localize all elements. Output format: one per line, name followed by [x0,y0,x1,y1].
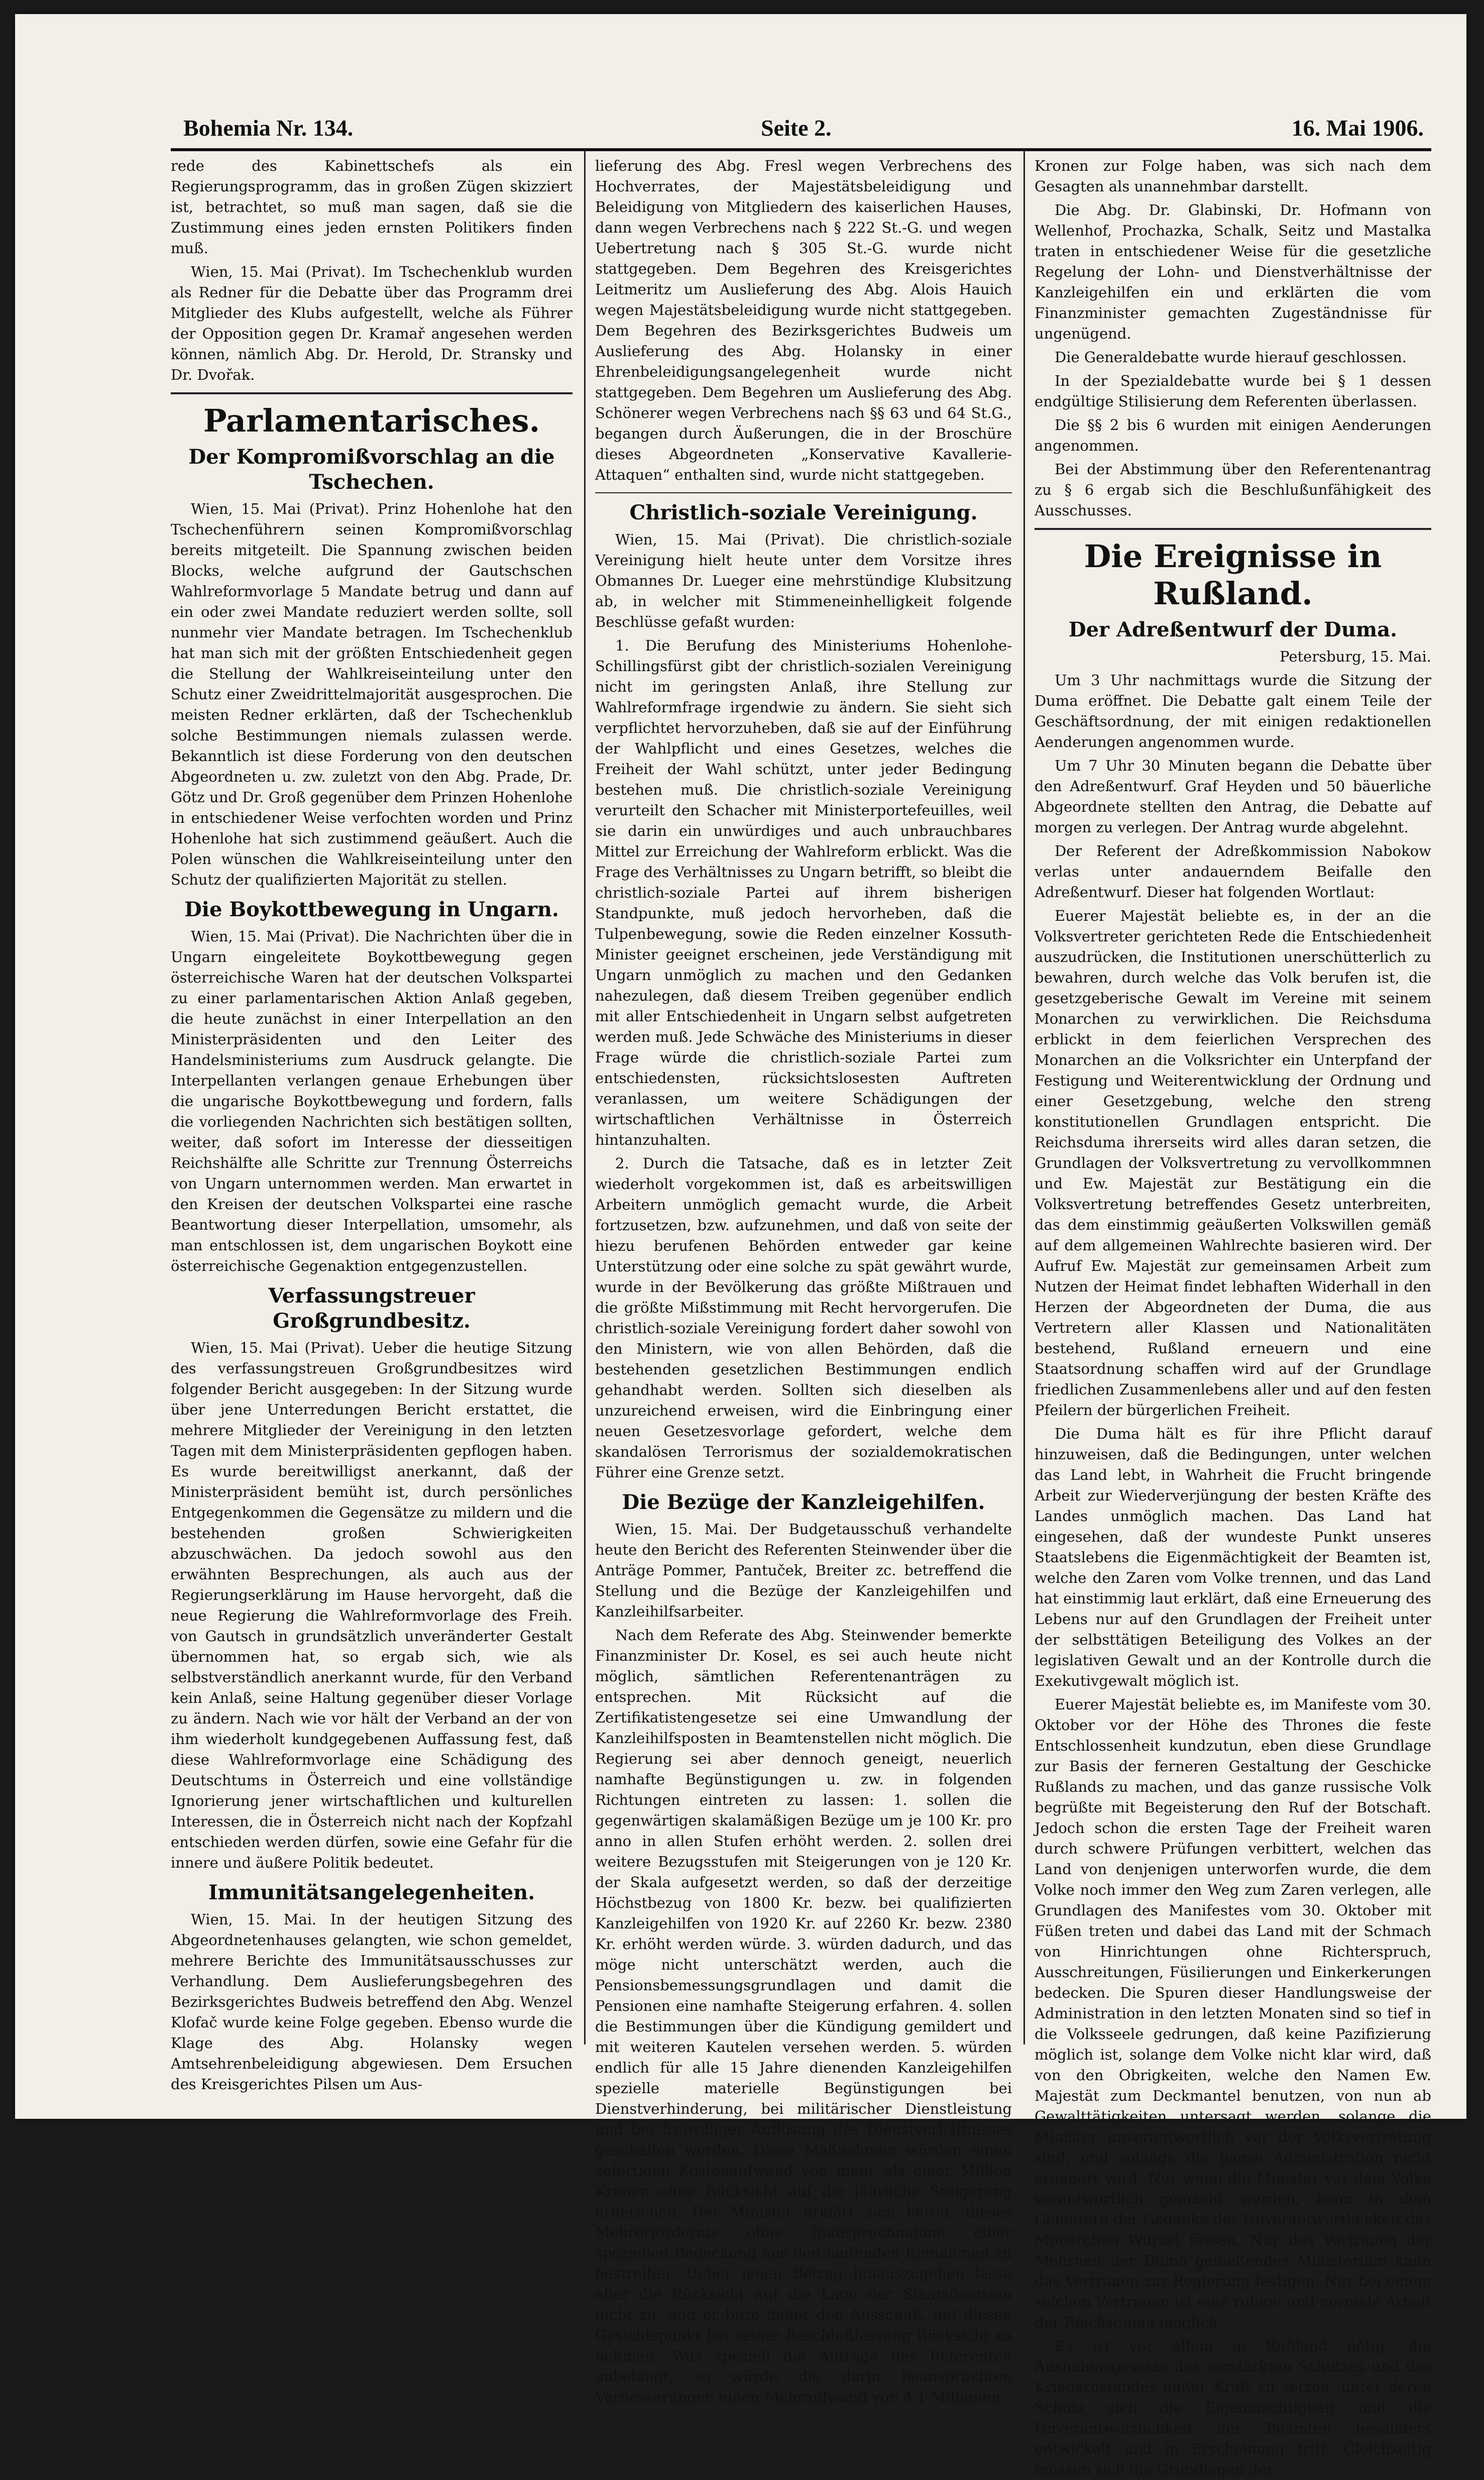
paragraph: Bei der Abstimmung über den Referentenantrag zu § 6 ergab sich die Beschlußunfähigkeit des Ausschusses. [1035,461,1431,519]
paragraph: Die Generaldebatte wurde hierauf geschlossen. [1055,349,1407,366]
paragraph: Wien, 15. Mai (Privat). Im Tschechenklub wurden als Redner für die Debatte über das Programm drei Mitglieder des Klubs aufgestellt, welche als Führer der Opposition gegen Dr. Kramař angesehen werden können, nämlich Abg. Dr. Herold, Dr. Stransky und Dr. Dvořak. [171,263,573,383]
paragraph: Der Referent der Adreßkommission Nabokow verlas unter andauerndem Beifalle den Adreßentwurf. Dieser hat folgenden Wortlaut: [1035,842,1431,901]
article-heading: Immunitätsangelegenheiten. [208,1881,535,1904]
section-heading-russland: Die Ereignisse in Rußland. [1084,538,1382,612]
paragraph: Wien, 15. Mai (Privat). Die christlich-soziale Vereinigung hielt heute unter dem Vorsitze ihres Obmannes Dr. Lueger eine mehrstündige Klubsitzung ab, in welcher mit Stimmeneinhelligkeit folgende Beschlüsse gefaßt wurden: [595,531,1012,630]
paragraph: Wien, 15. Mai. In der heutigen Sitzung des Abgeordnetenhauses gelangten, wie schon gemeldet, mehrere Berichte des Immunitätsausschusses zur Verhandlung. Dem Auslieferungsbegehren des Bezirksgerichtes Budweis betreffend den Abg. Wenzel Klofač wurde keine Folge gegeben. Ebenso wurde die Klage des Abg. Holansky wegen Amtsehrenbeleidigung abgewiesen. Dem Ersuchen des Kreisgerichtes Pilsen um Aus- [171,1911,573,2093]
paragraph: lieferung des Abg. Fresl wegen Verbrechens des Hochverrates, der Majestätsbeleidigung und Beleidigung von Mitgliedern des kaiserlichen Hauses, dann wegen Verbrechens nach § 222 St.-G. und wegen Uebertretung nach § 305 St.-G. wurde nicht stattgegeben. Dem Begehren des Kreisgerichtes Leitmeritz um Auslieferung des Abg. Alois Hauich wegen Majestätsbeleidigung wurde nicht stattgegeben. Dem Begehren des Bezirksgerichtes Budweis um Auslieferung des Abg. Holansky in einer Ehrenbeleidigungsangelegenheit wurde nicht stattgegeben. Dem Begehren um Auslieferung des Abg. Schönerer wegen Verbrechens nach §§ 63 und 64 St.G., begangen durch Äußerungen, die in der Broschüre dieses Abgeordneten „Konservative Kavallerie-Attaquen“ enthalten sind, wurde nicht stattgegeben. [595,157,1012,483]
article-heading: Die Bezüge der Kanzleigehilfen. [622,1490,985,1514]
section-divider [171,392,573,394]
page-header [183,115,1424,150]
paragraph: Wien, 15. Mai (Privat). Die Nachrichten über die in Ungarn eingeleitete Boykottbewegung gegen österreichische Waren hat der deutschen Volkspartei zu einer parlamentarischen Aktion Anlaß gegeben, die heute zunächst in einer Interpellation an den Ministerpräsidenten und den Leiter des Handelsministeriums zum Ausdruck gelangte. Die Interpellanten verlangen genaue Erhebungen über die ungarische Boykottbewegung und fordern, falls die vorliegenden Nachrichten sich bestätigen sollten, weiter, daß sofort im Interesse der diesseitigen Reichshälfte alle Schritte zur Trennung Österreichs von Ungarn unternommen werden. Man erwartet in den Kreisen der deutschen Volkspartei eine rasche Beantwortung dieser Interpellation, umsomehr, als man entschlossen ist, dem ungarischen Boykott eine österreichische Gegenaktion entgegenzustellen. [171,928,573,1274]
section-heading-parlamentarisches: Parlamentarisches. [203,402,540,439]
issue-date: 16. Mai 1906. [1291,115,1424,141]
paragraph: 2. Durch die Tatsache, daß es in letzter Zeit wiederholt vorgekommen ist, daß es arbeitswilligen Arbeitern unmöglich gemacht wurde, die Arbeit fortzusetzen, bzw. aufzunehmen, und daß von seite der hiezu berufenen Behörden entweder gar keine Unterstützung oder eine solche zu spät gewährt wurde, wurde in der Bevölkerung das größte Mißtrauen und die größte Mißstimmung mit Recht hervorgerufen. Die christlich-soziale Vereinigung fordert daher sowohl von den Ministern, wie von allen Behörden, daß die bestehenden gesetzlichen Bestimmungen endlich gehandhabt werden. Sollten sich dieselben als unzureichend erweisen, wird die Einbringung einer neuen Gesetzesvorlage gefordert, welche dem skandalösen Terrorismus der sozialdemokratischen Führer eine Grenze setzt. [595,1155,1012,1481]
paragraph: Wien, 15. Mai (Privat). Prinz Hohenlohe hat den Tschechenführern seinen Kompromißvorschlag bereits mitgeteilt. Die Spannung zwischen beiden Blocks, welche aufgrund der Gautschschen Wahlreformvorlage 5 Mandate betrug und dann auf ein oder zwei Mandate reduziert werden sollte, soll nunmehr vier Mandate betragen. Im Tschechenklub hat man sich mit der größten Entschiedenheit gegen die Stellung der Wahlkreiseinteilung unter den Schutz einer Zweidrittelmajorität ausgesprochen. Die meisten Redner erklärten, daß der Tschechenklub solche Bestimmungen niemals zulassen werde. Bekanntlich ist diese Forderung von den deutschen Abgeordneten u. zw. zuletzt von den Abg. Prade, Dr. Götz und Dr. Groß gegenüber dem Prinzen Hohenlohe in entschiedener Weise verfochten worden und Prinz Hohenlohe hat sich zustimmend geäußert. Auch die Polen wünschen die Wahlkreiseinteilung unter den Schutz der qualifizierten Majorität zu stellen. [171,500,573,888]
header-rule [171,148,1431,151]
article-heading: Der Kompromißvorschlag an die Tschechen. [188,445,555,494]
column-3 [1035,156,1431,2478]
article-heading: Christlich-soziale Vereinigung. [629,501,978,524]
section-divider [1035,528,1431,530]
column-2 [595,156,1012,2406]
paragraph: Es ist vor allem in Rußland nötig, die Ausnahmegesetze des verstärkten Schutzes und des Kriegszustandes außer Kraft zu setzen, unter deren Schutz sich die Eigenmächtigkeit und die Unverantwortlichkeit der Beamten besonders entwickelt und in Erscheinung tritt. Gleichzeitig müssen sich die Grundlagen der [1035,2337,1431,2478]
paragraph: Die Duma hält es für ihre Pflicht darauf hinzuweisen, daß die Bedingungen, unter welchen das Land lebt, in Wahrheit die Frucht bringende Arbeit zur Wiederverjüngung der besten Kräfte des Landes unmöglich machen. Das Land hat eingesehen, daß der wundeste Punkt unseres Staatslebens die Eigenmächtigkeit der Beamten ist, welche den Zaren vom Volke trennen, und das Land hat einstimmig laut erklärt, daß eine Erneuerung des Lebens nur auf den Grundlagen der Freiheit unter der selbsttätigen Beteiligung des Volkes an der legislativen Gewalt und an der Kontrolle durch die Exekutivgewalt möglich ist. [1035,1425,1431,1689]
page-number: Seite 2. [761,115,832,141]
paragraph: Nach dem Referate des Abg. Steinwender bemerkte Finanzminister Dr. Kosel, es sei auch heute nicht möglich, sämtlichen Referentenanträgen zu entsprechen. Mit Rücksicht auf die Zertifikatistengesetze sei eine Umwandlung der Kanzleihilfsposten in Beamtenstellen nicht möglich. Die Regierung sei aber dennoch geneigt, neuerlich namhafte Begünstigungen u. zw. in folgenden Richtungen eintreten zu lassen: 1. sollen die gegenwärtigen skalamäßigen Bezüge um je 100 Kr. pro anno in allen Stufen erhöht werden. 2. sollen drei weitere Bezugsstufen mit Steigerungen von je 120 Kr. der Skala aufgesetzt werden, so daß der derzeitige Höchstbezug von 1800 Kr. bezw. bei qualifizierten Kanzleigehilfen von 1920 Kr. auf 2260 Kr. bezw. 2380 Kr. erhöht werden würde. 3. würden dadurch, und das möge nicht unterschätzt werden, auch die Pensionsbemessungsgrundlagen und damit die Pensionen eine namhafte Steigerung erfahren. 4. sollen die Bestimmungen über die Kündigung gemildert und mit weiteren Kautelen versehen werden. 5. würden endlich für alle 15 Jahre dienenden Kanzleigehilfen spezielle materielle Begünstigungen bei Dienstverhinderung, bei militärischer Dienstleistung und bei freiwilliger Auflösung des Dienstverhältnisses geschaffen werden. Diese Maßnahmen würden einen sofortigen Kostenaufwand von mehr als einer Million Kronen ohne Rücksicht auf die jährliche Steigerung erheischen. Der Minister erklärt sich bereit, dieses Mehrerfordernis ohne Inanspruchnahme einer speziellen Bedeckung aus den laufenden Einnahmen zu bestreiten. Ueber jenen Betrag hinauszugehen lasse aber die Rücksicht auf die Lage der Staatsfinanzen nicht zu, und er bitte daher den Ausschuß, auf diesen Gesichtspunkt bei seiner Beschlußfassung Rücksicht zu nehmen. Was speziell die Anträge des Referenten anbelangt, so würde die darin beanspruchten Verbesserungen einen Mehraufwand von 4·1 Millionen [595,1627,1012,2406]
column-1 [171,156,573,2093]
paragraph: Die Abg. Dr. Glabinski, Dr. Hofmann von Wellenhof, Prochazka, Schalk, Seitz und Mastalka traten in entschiedener Weise für die gesetzliche Regelung der Lohn- und Dienstverhältnisse der Kanzleigehilfen ein und erklärten die vom Finanzminister gemachten Zugeständnisse für ungenügend. [1035,201,1431,342]
paragraph: In der Spezialdebatte wurde bei § 1 dessen endgültige Stilisierung dem Referenten überlassen. [1035,372,1431,410]
paragraph: 1. Die Berufung des Ministeriums Hohenlohe-Schillingsfürst gibt der christlich-sozialen Vereinigung nicht im geringsten Anlaß, ihre Stellung zur Wahlreformfrage irgendwie zu ändern. Sie sieht sich verpflichtet hervorzuheben, daß sie auf der Einführung der Wahlpflicht und eines Gesetzes, welches die Freiheit der Wahl schützt, unter jeder Bedingung bestehen muß. Die christlich-soziale Vereinigung verurteilt den Schacher mit Ministerportefeuilles, weil sie darin ein unwürdiges und auch unbrauchbares Mittel zur Erreichung der Wahlreform erblickt. Was die Frage des Verhältnisses zu Ungarn betrifft, so bleibt die christlich-soziale Partei auf ihrem bisherigen Standpunkte, muß jedoch hervorheben, daß die Tulpenbewegung, sowie die Reden einzelner Kossuth-Minister geeignet erscheinen, jede Verständigung mit Ungarn unmöglich zu machen und den Gedanken nahezulegen, daß diesem Treiben gegenüber endlich mit aller Entschiedenheit in Ungarn selbst aufgetreten werden muß. Jede Schwäche des Ministeriums in dieser Frage würde die christlich-soziale Partei zum entschiedensten, rücksichtslosesten Auftreten veranlassen, um weitere Schädigungen der wirtschaftlichen Verhältnisse in Österreich hintanzuhalten. [595,637,1012,1148]
paragraph: Um 3 Uhr nachmittags wurde die Sitzung der Duma eröffnet. Die Debatte galt einem Teile der Geschäftsordnung, der mit einigen redaktionellen Aenderungen angenommen wurde. [1035,672,1431,750]
section-divider [595,492,1012,493]
article-heading: Verfassungstreuer Großgrundbesitz. [268,1284,475,1333]
paragraph: Wien, 15. Mai (Privat). Ueber die heutige Sitzung des verfassungstreuen Großgrundbesitzes wird folgender Bericht ausgegeben: In der Sitzung wurde über jene Unterredungen Bericht erstattet, die mehrere Mitglieder der Vereinigung in den letzten Tagen mit dem Ministerpräsidenten gepflogen haben. Es wurde bereitwilligst anerkannt, daß der Ministerpräsident bemüht ist, durch persönliches Entgegenkommen die Gegensätze zu mildern und die bestehenden großen Schwierigkeiten abzuschwächen. Da jedoch sowohl aus den erwähnten Besprechungen, als auch aus der Regierungserklärung im Hause hervorgeht, daß die neue Regierung die Wahlreformvorlage des Freih. von Gautsch in grundsätzlich unveränderter Gestalt übernommen hat, so ergab sich, wie als selbstverständlich anerkannt wurde, für den Verband kein Anlaß, seine Haltung gegenüber dieser Vorlage zu ändern. Nach wie vor hält der Verband an der von ihm wiederholt kundgegebenen Auffassung fest, daß diese Wahlreformvorlage eine Schädigung des Deutschtums in Österreich und eine vollständige Ignorierung jener wirtschaftlichen und kulturellen Interessen, die in Österreich nicht nach der Kopfzahl entschieden werden dürfen, sowie eine Gefahr für die innere und äußere Politik bedeutet. [171,1339,573,1871]
column-rule-2 [1023,151,1025,2044]
paragraph: rede des Kabinettschefs als ein Regierungsprogramm, das in großen Zügen skizziert ist, betrachtet, so muß man sagen, daß sie die Zustimmung eines jeden ernsten Politikers finden muß. [171,157,573,257]
paragraph: Euerer Majestät beliebte es, in der an die Volksvertreter gerichteten Rede die Entschiedenheit auszudrücken, die Institutionen unerschütterlich zu bewahren, durch welche das Volk berufen ist, die gesetzgeberische Gewalt im Vereine mit seinem Monarchen zu verwirklichen. Die Reichsduma erblickt in dem feierlichen Versprechen des Monarchen an die Volksrichter ein Unterpfand der Festigung und Weiterentwicklung der Ordnung und einer Gesetzgebung, welche den streng konstitutionellen Grundlagen entspricht. Die Reichsduma ihrerseits wird alles daran setzen, die Grundlagen der Volksvertretung zu vervollkommnen und Ew. Majestät zur Bestätigung ein die Volksvertretung betreffendes Gesetz unterbreiten, das dem einstimmig geäußerten Volkswillen gemäß auf dem allgemeinen Wahlrechte basieren wird. Der Aufruf Ew. Majestät zur gemeinsamen Arbeit zum Nutzen der Heimat findet lebhaften Widerhall in den Herzen der Abgeordneten der Duma, die aus Vertretern aller Klassen und Nationalitäten bestehend, Rußland erneuern und eine Staatsordnung schaffen wird auf der Grundlage friedlichen Zusammenlebens aller und auf den festen Pfeilern der bürgerlichen Freiheit. [1035,907,1431,1419]
article-heading: Die Boykottbewegung in Ungarn. [184,898,559,921]
article-heading: Der Adreßentwurf der Duma. [1068,618,1398,641]
masthead-issue: Bohemia Nr. 134. [183,115,354,141]
paragraph: Die §§ 2 bis 6 wurden mit einigen Aenderungen angenommen. [1035,416,1431,454]
paragraph: Euerer Majestät beliebte es, im Manifeste vom 30. Oktober vor der Höhe des Thrones die feste Entschlossenheit kundzutun, eben diese Grundlage zur Basis der ferneren Gestaltung der Geschicke Rußlands zu machen, und das ganze russische Volk begrüßte mit Begeisterung den Ruf der Botschaft. Jedoch schon die ersten Tage der Freiheit waren durch schwere Prüfungen verbittert, welchen das Land von denjenigen unterworfen wurde, die dem Volke noch immer den Weg zum Zaren verlegen, alle Grundlagen des Manifestes vom 30. Oktober mit Füßen treten und dabei das Land mit der Schmach von Hinrichtungen ohne Richterspruch, Ausschreitungen, Füsilierungen und Einkerkerungen bedecken. Die Spuren dieser Handlungsweise der Administration in den letzten Monaten sind so tief in die Volksseele gedrungen, daß keine Pazifizierung möglich ist, solange dem Volke nicht klar wird, daß von den Obrigkeiten, welche den Namen Ew. Majestät zum Deckmantel benutzen, von nun ab Gewalttätigkeiten untersagt werden, solange die Minister unverantwortlich vor der Volksvertretung sind, und solange die ganze Administration nicht erneuert wird. Nur wenn die Minister vor dem Volke verantwortlich gemacht werden, kann in dem Gemütern der Gedanke der Unverantwortlichkeit des Monarchen Wurzel fassen. Nur das Vertrauen der Mehrheit der Duma genießendes Ministerium kann das Vertrauen zur Regierung festigen. Nur bei einem solchen Vertrauen ist eine ruhige und normale Arbeit der Reichsduma möglich. [1035,1696,1431,2331]
dateline: Petersburg, 15. Mai. [1280,648,1431,665]
paragraph: Wien, 15. Mai. Der Budgetausschuß verhandelte heute den Bericht des Referenten Steinwender über die Anträge Pommer, Pantuček, Breiter zc. betreffend die Stellung und die Bezüge der Kanzleigehilfen und Kanzleihilfsarbeiter. [595,1521,1012,1620]
paragraph: Kronen zur Folge haben, was sich nach dem Gesagten als unannehmbar darstellt. [1035,157,1431,195]
column-rule-1 [584,151,586,2044]
paragraph: Um 7 Uhr 30 Minuten begann die Debatte über den Adreßentwurf. Graf Heyden und 50 bäuerliche Abgeordnete stellten den Antrag, die Debatte auf morgen zu verlegen. Der Antrag wurde abgelehnt. [1035,757,1431,836]
